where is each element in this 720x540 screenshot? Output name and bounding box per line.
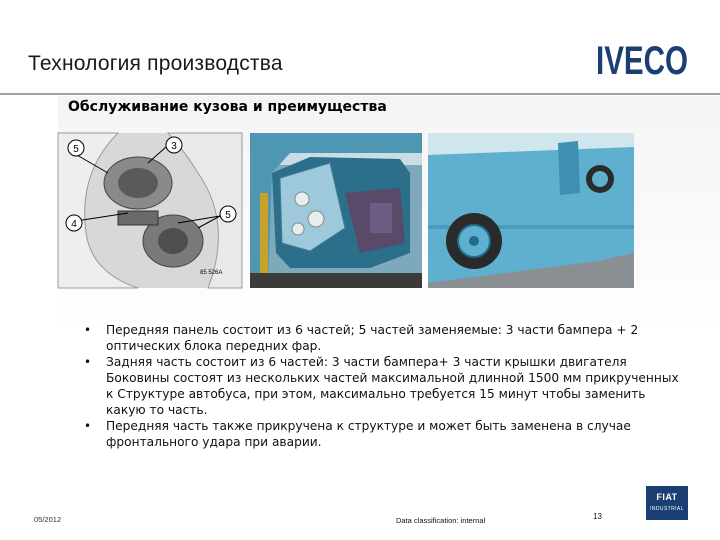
bullet-list [84,322,684,450]
fiat-industrial-logo [646,486,688,520]
fiat-logo-text: FIAT [656,492,678,502]
page-number: 13 [593,512,602,521]
callout-5-top [68,140,84,156]
bullet-continuation: фронтального удара при аварии. [106,435,322,449]
bullet-continuation: оптических блока передних фар. [106,339,322,353]
callout-3 [166,137,182,153]
svg-text:5: 5 [73,144,79,155]
svg-text:IVECO: IVECO [596,39,688,83]
svg-text:4: 4 [71,219,77,230]
bus-front-image [250,133,422,288]
bullet-item: • Передняя панель состоит из 6 частей; 5 частей заменяемые: 3 части бампера + 2 [84,322,684,338]
svg-text:5: 5 [225,210,231,221]
bullet-continuation: какую то часть. [106,403,208,417]
bullet-item: • Передняя часть также прикручена к структуре и может быть заменена в случае [84,418,684,434]
diagram-code: 85 526A [200,270,223,276]
front-panel-diagram-image [58,133,242,288]
svg-text:3: 3 [171,141,177,152]
header-divider [0,93,720,95]
footer-date: 05/2012 [34,515,62,524]
footer-classification: Data classification: internal [396,516,486,525]
callout-5-right [220,206,236,222]
bullet-continuation: к Структуре автобуса, при этом, максимально требуется 15 минут чтобы заменить [106,387,646,401]
slide-subtitle: Обслуживание кузова и преимущества [68,99,387,115]
slide-title: Технология производства [28,52,283,75]
bus-side-image [428,133,634,288]
bullet-item: • Задняя часть состоит из 6 частей: 3 части бампера+ 3 части крышки двигателя [84,354,684,370]
industrial-logo-text: INDUSTRIAL [650,506,684,512]
callout-4 [66,215,82,231]
iveco-logo [594,34,690,83]
bullet-continuation: Боковины состоят из нескольких частей максимальной длинной 1500 мм прикрученных [106,371,679,385]
